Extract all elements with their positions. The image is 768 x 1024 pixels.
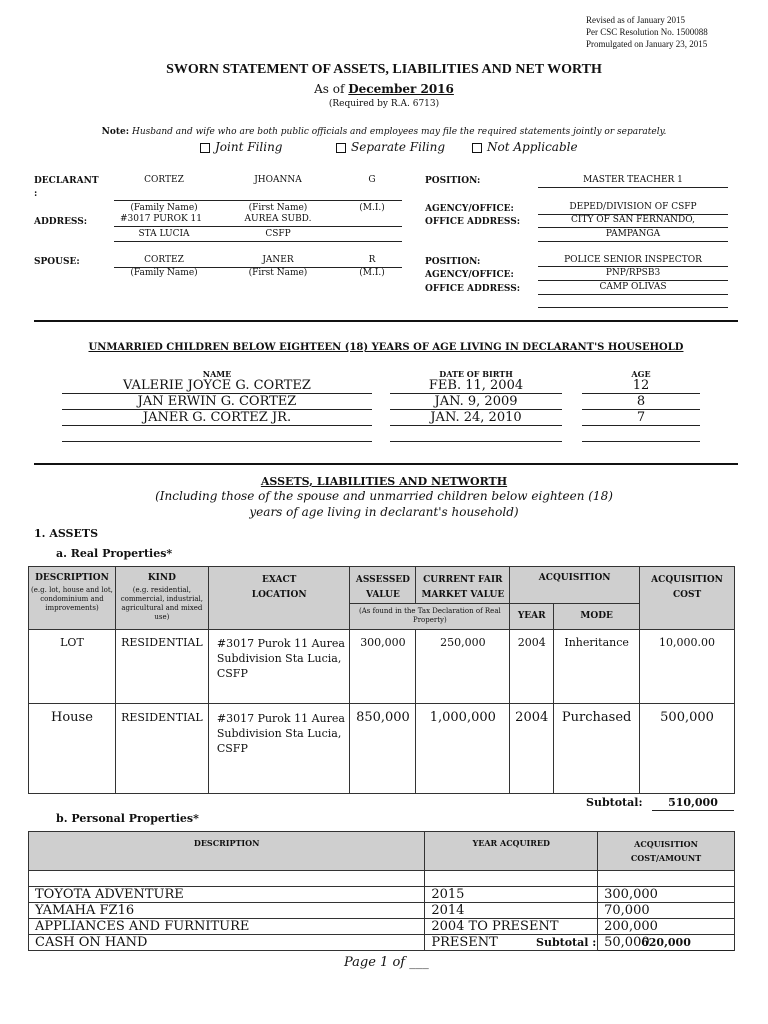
declarant-family-label: (Family Name)	[130, 203, 198, 213]
child-dob: JAN. 24, 2010	[430, 410, 522, 425]
real-h-av2: VALUE	[366, 590, 400, 600]
real-h-cost	[640, 567, 735, 630]
filing-separate-label: Separate Filing	[351, 140, 446, 154]
personal-cost: 50,000	[598, 935, 735, 951]
real-assessed: 850,000	[350, 704, 416, 794]
real-fmv: 1,000,000	[416, 704, 510, 794]
assets-heading: 1. ASSETS	[34, 527, 99, 540]
real-cost: 500,000	[640, 704, 735, 794]
real-h-kind	[115, 567, 208, 630]
children-col-name: NAME	[202, 369, 232, 379]
position-label: POSITION:	[425, 176, 481, 186]
agency-value: DEPED/DIVISION OF CSFP	[569, 202, 697, 212]
real-kind: RESIDENTIAL	[115, 704, 208, 794]
personal-subtotal: 620,000	[641, 936, 691, 949]
real-cost: 10,000.00	[640, 630, 735, 704]
checkbox-icon	[336, 143, 346, 153]
personal-subtotal-label: Subtotal :	[536, 936, 597, 949]
real-assessed: 300,000	[350, 630, 416, 704]
office-address-label: OFFICE ADDRESS:	[425, 217, 521, 227]
revised-text: Revised as of January 2015	[586, 15, 685, 25]
declarant-first-label: (First Name)	[248, 203, 308, 213]
real-year: 2004	[510, 704, 554, 794]
personal-properties-table	[28, 831, 735, 951]
personal-row	[29, 919, 735, 935]
real-h-desc	[29, 567, 116, 630]
personal-row	[29, 903, 735, 919]
real-mode: Purchased	[554, 704, 640, 794]
address-line2: AUREA SUBD.	[244, 214, 312, 224]
personal-h-year: YEAR ACQUIRED	[425, 832, 598, 871]
personal-year: 2014	[425, 903, 598, 919]
declarant-colon: :	[34, 189, 38, 199]
position-value: MASTER TEACHER 1	[583, 175, 683, 185]
agency-label: AGENCY/OFFICE:	[425, 204, 514, 214]
checkbox-icon	[472, 143, 482, 153]
note-text: Husband and wife who are both public officials and employees may file the required statements jointly or separately.	[131, 127, 667, 137]
children-heading	[34, 342, 738, 353]
resolution-text: Per CSC Resolution No. 1500088	[586, 27, 708, 37]
personal-desc: APPLIANCES AND FURNITURE	[29, 919, 425, 935]
children-col-dob: DATE OF BIRTH	[439, 369, 513, 379]
page-title: SWORN STATEMENT OF ASSETS, LIABILITIES AND NET WORTH	[166, 62, 602, 77]
revision-block	[586, 14, 708, 50]
as-of-label: As of	[314, 82, 345, 96]
personal-properties-heading: b. Personal Properties*	[56, 812, 199, 825]
real-h-desc-label: DESCRIPTION	[35, 573, 109, 583]
spouse-mi: R	[368, 255, 376, 265]
real-properties-heading: a. Real Properties*	[56, 547, 173, 560]
spouse-office-value: CAMP OLIVAS	[599, 282, 667, 292]
spouse-office-label: OFFICE ADDRESS:	[425, 284, 521, 294]
real-row-1	[29, 704, 735, 794]
personal-row	[29, 887, 735, 903]
spouse-family-label: (Family Name)	[130, 268, 198, 278]
filing-not-applicable[interactable]	[472, 140, 578, 154]
real-h-loc2: LOCATION	[251, 590, 307, 600]
personal-year: 2004 TO PRESENT	[425, 919, 598, 935]
real-subtotal: 510,000	[668, 796, 718, 809]
spouse-first-label: (First Name)	[248, 268, 308, 278]
personal-h-cost1: ACQUISITION	[634, 839, 698, 849]
real-h-cost1: ACQUISITION	[651, 575, 723, 585]
child-age: 12	[632, 378, 650, 393]
page-number: Page 1 of ___	[344, 955, 429, 970]
real-fmv: 250,000	[416, 630, 510, 704]
address-line3: STA LUCIA	[138, 229, 190, 239]
aln-sub1: (Including those of the spouse and unmarried children below eighteen (18)	[155, 489, 613, 503]
real-year: 2004	[510, 630, 554, 704]
spouse-first-name: JANER	[262, 255, 294, 265]
child-name: JANER G. CORTEZ JR.	[142, 410, 292, 425]
filing-na-label: Not Applicable	[487, 140, 578, 154]
office-address-2: PAMPANGA	[605, 229, 661, 239]
real-h-cost2: COST	[672, 590, 702, 600]
children-col-age: AGE	[631, 369, 651, 379]
spouse-mi-label: (M.I.)	[359, 268, 385, 278]
real-h-loc1: EXACT	[261, 575, 297, 585]
spouse-position-label: POSITION:	[425, 257, 481, 267]
real-desc: LOT	[29, 630, 116, 704]
as-of-value: December 2016	[348, 82, 454, 96]
spouse-agency-value: PNP/RPSB3	[605, 268, 661, 278]
aln-heading	[0, 475, 768, 488]
declarant-mi-label: (M.I.)	[359, 203, 385, 213]
child-age: 8	[636, 394, 646, 409]
real-h-assessed	[350, 567, 416, 604]
spouse-label: SPOUSE:	[34, 257, 80, 267]
personal-year: PRESENT	[425, 935, 598, 951]
real-h-desc-sub: (e.g. lot, house and lot, condominium and improvements)	[31, 586, 113, 612]
personal-h-cost	[598, 832, 735, 871]
aln-sub2: years of age living in declarant's household)	[249, 505, 519, 519]
children-heading-text: UNMARRIED CHILDREN BELOW EIGHTEEN (18) YEARS OF AGE LIVING IN DECLARANT'S HOUSEHOLD	[88, 342, 684, 353]
spouse-position-value: POLICE SENIOR INSPECTOR	[564, 255, 702, 265]
real-location: #3017 Purok 11 Aurea Subdivision Sta Lucia, CSFP	[208, 630, 350, 704]
filing-joint[interactable]	[200, 140, 283, 154]
real-h-fmv1: CURRENT FAIR	[423, 575, 503, 585]
real-h-kind-sub: (e.g. residential, commercial, industrial, agricultural and mixed use)	[120, 586, 204, 621]
address-line1: #3017 PUROK 11	[120, 214, 202, 224]
declarant-first-name: JHOANNA	[254, 175, 302, 185]
as-of-line	[0, 82, 768, 96]
checkbox-icon	[200, 143, 210, 153]
real-kind: RESIDENTIAL	[115, 630, 208, 704]
address-label: ADDRESS:	[34, 217, 88, 227]
promulgated-text: Promulgated on January 23, 2015	[586, 39, 708, 49]
declarant-mi: G	[368, 175, 376, 185]
real-h-kind-label: KIND	[147, 573, 176, 583]
address-line4: CSFP	[265, 229, 291, 239]
real-h-fmv2: MARKET VALUE	[421, 590, 505, 600]
personal-desc: TOYOTA ADVENTURE	[29, 887, 425, 903]
note-label: Note:	[101, 127, 130, 137]
personal-desc: YAMAHA FZ16	[29, 903, 425, 919]
personal-cost: 70,000	[598, 903, 735, 919]
child-name: VALERIE JOYCE G. CORTEZ	[123, 378, 311, 393]
real-mode: Inheritance	[554, 630, 640, 704]
personal-h-cost2: COST/AMOUNT	[630, 853, 702, 863]
real-h-tax-note: (As found in the Tax Declaration of Real Property)	[350, 604, 510, 630]
office-address-1: CITY OF SAN FERNANDO,	[571, 215, 695, 225]
real-h-mode: MODE	[554, 604, 640, 630]
child-dob: FEB. 11, 2004	[428, 378, 524, 393]
real-h-acquisition: ACQUISITION	[510, 567, 640, 604]
declarant-family-name: CORTEZ	[144, 175, 184, 185]
personal-cost: 300,000	[598, 887, 735, 903]
required-by: (Required by R.A. 6713)	[328, 99, 440, 109]
spouse-agency-label: AGENCY/OFFICE:	[425, 270, 514, 280]
filing-separate[interactable]	[336, 140, 445, 154]
real-h-year: YEAR	[510, 604, 554, 630]
real-properties-table	[28, 566, 735, 794]
child-name: JAN ERWIN G. CORTEZ	[137, 394, 297, 409]
note	[0, 127, 768, 137]
real-desc: House	[29, 704, 116, 794]
personal-h-desc: DESCRIPTION	[29, 832, 425, 871]
real-h-fmv	[416, 567, 510, 604]
aln-heading-text: ASSETS, LIABILITIES AND NETWORTH	[260, 475, 508, 488]
real-h-av1: ASSESSED	[355, 575, 410, 585]
real-row-0	[29, 630, 735, 704]
child-dob: JAN. 9, 2009	[434, 394, 518, 409]
personal-desc: CASH ON HAND	[29, 935, 425, 951]
real-h-location	[208, 567, 350, 630]
real-subtotal-label: Subtotal:	[586, 796, 643, 809]
child-age: 7	[636, 410, 646, 425]
personal-cost: 200,000	[598, 919, 735, 935]
spouse-family-name: CORTEZ	[144, 255, 184, 265]
declarant-label: DECLARANT	[34, 176, 99, 186]
real-location: #3017 Purok 11 Aurea Subdivision Sta Lucia, CSFP	[208, 704, 350, 794]
filing-joint-label: Joint Filing	[215, 140, 283, 154]
personal-year: 2015	[425, 887, 598, 903]
